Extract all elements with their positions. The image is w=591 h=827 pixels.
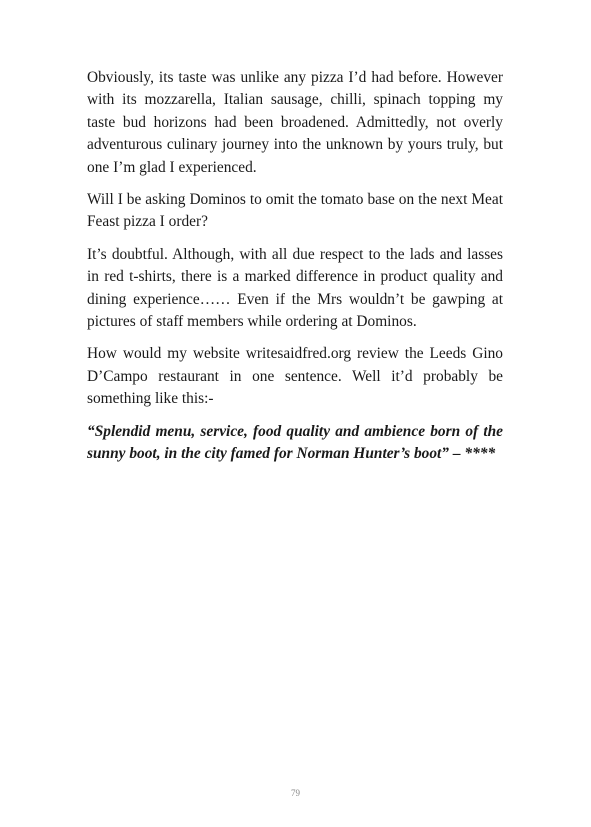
review-quote: “Splendid menu, service, food quality and ambience born of the sunny boot, in the city famed for Norman Hunter’s boot” – **** bbox=[87, 422, 503, 463]
paragraph-doubtful: It’s doubtful. Although, with all due respect to the lads and lasses in red t-shirts, there is a marked difference in product quality and dining experience…… Even if the Mrs wouldn’t be gawping at pictures of staff members while ordering at Dominos. bbox=[87, 245, 503, 331]
paragraph-review: How would my website writesaidfred.org review the Leeds Gino D’Campo restaurant in one sentence. Well it’d probably be something like this:- bbox=[87, 345, 503, 408]
paragraph-dominos-question: Will I be asking Dominos to omit the tomato base on the next Meat Feast pizza I order? bbox=[87, 191, 503, 231]
body-text bbox=[87, 67, 503, 476]
paragraph-taste: Obviously, its taste was unlike any pizza I’d had before. However with its mozzarella, Italian sausage, chilli, spinach topping my taste bud horizons had been broadened. Admittedly, not overly adventurous culinary journey into the unknown by yours truly, but one I’m glad I experienced. bbox=[87, 69, 503, 176]
page-number: 79 bbox=[291, 788, 300, 798]
